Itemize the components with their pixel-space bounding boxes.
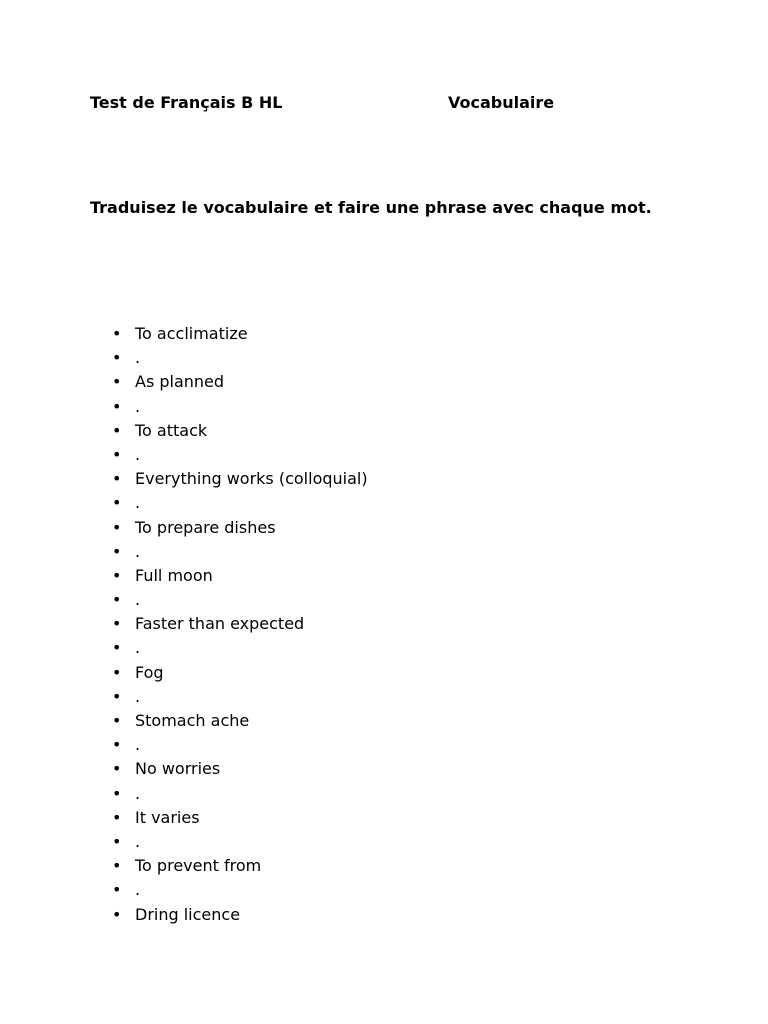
vocab-text: Faster than expected [135, 614, 305, 634]
bullet-icon: • [112, 541, 122, 561]
bullet-icon: • [112, 638, 122, 658]
vocab-text: To attack [135, 420, 208, 440]
vocab-text: Full moon [135, 565, 213, 585]
bullet-icon: • [112, 469, 122, 489]
vocab-text: . [135, 348, 141, 368]
bullet-icon: • [112, 590, 122, 610]
vocab-text: . [135, 541, 141, 561]
bullet-icon: • [112, 904, 122, 924]
list-item [90, 903, 650, 927]
list-item [90, 661, 650, 685]
vocab-text: To acclimatize [135, 324, 248, 343]
bullet-icon: • [112, 880, 122, 900]
list-item-placeholder [90, 830, 650, 854]
bullet-icon: • [112, 856, 122, 876]
bullet-icon: • [112, 444, 122, 464]
list-item [90, 806, 650, 830]
bullet-icon: • [112, 493, 122, 513]
list-item [90, 709, 650, 733]
list-item [90, 419, 650, 443]
bullet-icon: • [112, 662, 122, 682]
list-item [90, 467, 650, 491]
vocab-text: . [135, 444, 141, 464]
list-item-placeholder [90, 782, 650, 806]
list-item-placeholder [90, 395, 650, 419]
list-item-placeholder [90, 443, 650, 467]
list-item-placeholder [90, 878, 650, 902]
list-item-placeholder [90, 346, 650, 370]
list-item-placeholder [90, 733, 650, 757]
vocab-text: . [135, 735, 141, 755]
vocab-text: . [135, 831, 141, 851]
bullet-icon: • [112, 420, 122, 440]
bullet-icon: • [112, 324, 122, 343]
vocab-text: No worries [135, 759, 221, 779]
vocab-text: It varies [135, 807, 200, 827]
section-title: Vocabulaire [448, 93, 555, 112]
vocab-text: . [135, 590, 141, 610]
vocab-text: Dring licence [135, 904, 241, 924]
bullet-icon: • [112, 831, 122, 851]
document-header [90, 92, 690, 116]
bullet-icon: • [112, 565, 122, 585]
bullet-icon: • [112, 686, 122, 706]
bullet-icon: • [112, 759, 122, 779]
bullet-icon: • [112, 372, 122, 392]
bullet-icon: • [112, 783, 122, 803]
list-item-placeholder [90, 540, 650, 564]
list-item [90, 370, 650, 394]
test-title: Test de Français B HL [90, 93, 283, 112]
list-item-placeholder [90, 491, 650, 515]
list-item [90, 757, 650, 781]
vocab-text: . [135, 493, 141, 513]
vocab-text: To prevent from [135, 856, 262, 876]
vocab-text: . [135, 880, 141, 900]
list-item [90, 564, 650, 588]
list-item-placeholder [90, 636, 650, 660]
instructions-text: Traduisez le vocabulaire et faire une phrase avec chaque mot. [90, 198, 652, 217]
vocab-text: As planned [135, 372, 225, 392]
bullet-icon: • [112, 807, 122, 827]
list-item [90, 612, 650, 636]
bullet-icon: • [112, 614, 122, 634]
vocab-text: Stomach ache [135, 711, 250, 730]
vocabulary-list [90, 322, 650, 927]
vocab-text: Fog [135, 662, 164, 682]
list-item [90, 854, 650, 878]
vocab-text: . [135, 638, 141, 658]
vocab-text: . [135, 686, 141, 706]
bullet-icon: • [112, 396, 122, 416]
bullet-icon: • [112, 735, 122, 755]
vocab-text: To prepare dishes [135, 517, 276, 537]
vocab-text: Everything works (colloquial) [135, 469, 368, 489]
list-item-placeholder [90, 685, 650, 709]
list-item [90, 516, 650, 540]
list-item [90, 322, 650, 346]
vocab-text: . [135, 396, 141, 416]
vocab-text: . [135, 783, 141, 803]
bullet-icon: • [112, 348, 122, 368]
bullet-icon: • [112, 711, 122, 730]
bullet-icon: • [112, 517, 122, 537]
list-item-placeholder [90, 588, 650, 612]
